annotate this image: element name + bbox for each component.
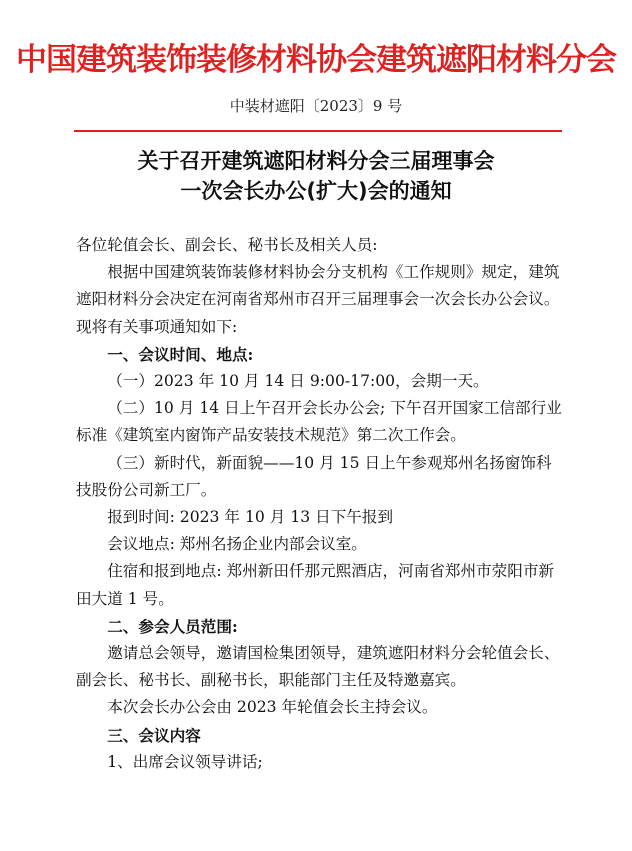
section-1-item: （二）10 月 14 日上午召开会长办公会; 下午召开国家工信部行业标准《建筑室内窗饰产品安装技术规范》第二次工作会。	[76, 399, 562, 445]
header-divider	[74, 130, 562, 132]
intro-paragraph: 根据中国建筑装饰装修材料协会分支机构《工作规则》规定，建筑遮阳材料分会决定在河南省郑州市召开三届理事会一次会长办公会议。现将有关事项通知如下:	[76, 263, 560, 336]
section-2-heading: 二、参会人员范围:	[107, 616, 238, 636]
section-1-item: （一）2023 年 10 月 14 日 9:00-17:00，会期一天。	[107, 372, 489, 391]
section-1-heading: 一、会议时间、地点:	[107, 344, 254, 364]
section-1-item: 住宿和报到地点: 郑州新田仟那元熙酒店，河南省郑州市荥阳市新田大道 1 号。	[76, 562, 555, 608]
section-1-item: （三）新时代，新面貌——10 月 15 日上午参观郑州名扬窗饰科技股份公司新工厂。	[76, 453, 552, 499]
notice-title	[0, 146, 632, 206]
notice-title-line-1: 关于召开建筑遮阳材料分会三届理事会	[137, 149, 495, 173]
notice-body	[76, 232, 562, 776]
section-1-item: 会议地点: 郑州名扬企业内部会议室。	[107, 535, 367, 554]
section-2-item: 本次会长办公会由 2023 年轮值会长主持会议。	[107, 698, 438, 717]
notice-title-line-2: 一次会长办公(扩大)会的通知	[180, 179, 452, 203]
salutation: 各位轮值会长、副会长、秘书长及相关人员:	[76, 236, 378, 254]
document-number: 中装材遮阳〔2023〕9 号	[229, 97, 403, 115]
organization-header: 中国建筑装饰装修材料协会建筑遮阳材料分会	[16, 42, 616, 78]
section-1-item: 报到时间: 2023 年 10 月 13 日下午报到	[107, 508, 394, 527]
section-3-item: 1、出席会议领导讲话;	[107, 752, 263, 771]
section-3-heading: 三、会议内容	[107, 725, 201, 745]
section-2-item: 邀请总会领导，邀请国检集团领导，建筑遮阳材料分会轮值会长、副会长、秘书长、副秘书长，职能部门主任及特邀嘉宾。	[76, 644, 560, 690]
